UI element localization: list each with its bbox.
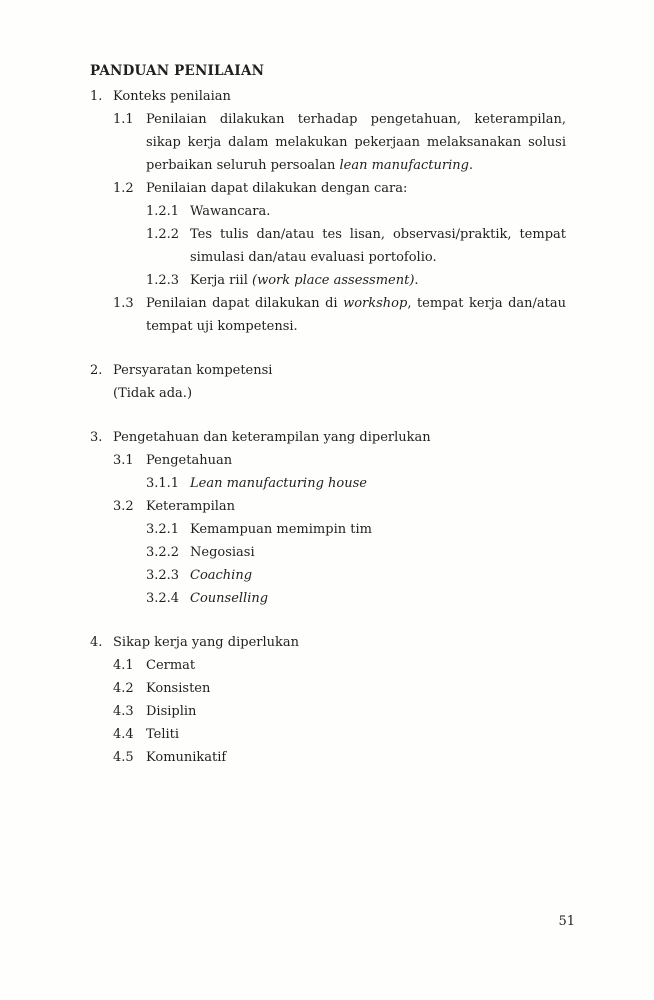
item-3-1	[113, 449, 566, 472]
section-number: 4.	[90, 635, 103, 650]
item-4-5	[113, 746, 566, 769]
item-number: 1.2.3	[146, 273, 180, 288]
item-text: Negosiasi	[190, 545, 255, 560]
item-text: Tes tulis dan/atau tes lisan, observasi/praktik, tempat simulasi dan/atau evaluasi portofolio.	[190, 227, 566, 265]
item-1-2-2	[146, 223, 566, 269]
section-3	[90, 426, 566, 610]
section-heading: Konteks penilaian	[113, 89, 231, 104]
section-2-heading-row	[90, 359, 566, 382]
item-4-1	[113, 654, 566, 677]
italic-text-run: Lean manufacturing house	[190, 476, 367, 491]
item-number: 1.2.1	[146, 204, 180, 219]
document-content	[90, 60, 566, 769]
item-number: 3.1.1	[146, 476, 180, 491]
item-number: 1.1	[113, 112, 134, 127]
item-3-2-3	[146, 564, 566, 587]
item-text: Konsisten	[146, 681, 211, 696]
item-1-2-3	[146, 269, 566, 292]
item-1-2-1	[146, 200, 566, 223]
item-3-1-1	[146, 472, 566, 495]
section-number: 1.	[90, 89, 103, 104]
italic-text-run: (work place assessment)	[252, 273, 415, 288]
item-number: 3.2	[113, 499, 134, 514]
section-number: 3.	[90, 430, 103, 445]
item-text	[190, 472, 566, 495]
item-text: Pengetahuan	[146, 453, 233, 468]
section-number: 2.	[90, 363, 103, 378]
text-run: , tempat kerja dan/atau tempat uji kompetensi.	[146, 296, 566, 334]
item-1-3	[113, 292, 566, 338]
item-text: Komunikatif	[146, 750, 227, 765]
item-number: 3.2.1	[146, 522, 180, 537]
text-run: Penilaian dapat dilakukan di	[146, 296, 344, 311]
item-1-1	[113, 108, 566, 177]
item-number: 4.3	[113, 704, 134, 719]
item-1-2	[113, 177, 566, 200]
item-text: Teliti	[146, 727, 180, 742]
item-number: 3.1	[113, 453, 134, 468]
item-3-2-1	[146, 518, 566, 541]
section-3-heading-row	[90, 426, 566, 449]
section-heading: Sikap kerja yang diperlukan	[113, 635, 300, 650]
item-number: 4.4	[113, 727, 134, 742]
section-heading: Persyaratan kompetensi	[113, 363, 273, 378]
item-number: 4.1	[113, 658, 134, 673]
item-number: 3.2.3	[146, 568, 180, 583]
text-run: .	[414, 273, 419, 288]
item-number: 4.2	[113, 681, 134, 696]
item-text	[190, 564, 566, 587]
item-text: Kemampuan memimpin tim	[190, 522, 372, 537]
page-title: PANDUAN PENILAIAN	[90, 63, 265, 79]
item-number: 3.2.2	[146, 545, 180, 560]
text-run: Kerja riil	[190, 273, 253, 288]
italic-text-run: Coaching	[190, 568, 253, 583]
item-text	[190, 587, 566, 610]
item-number: 1.3	[113, 296, 134, 311]
item-text	[146, 292, 566, 338]
item-text	[190, 269, 566, 292]
item-3-2-2	[146, 541, 566, 564]
section-heading: Pengetahuan dan keterampilan yang diperlukan	[113, 430, 431, 445]
section-1	[90, 85, 566, 338]
section-4-heading-row	[90, 631, 566, 654]
item-3-2-4	[146, 587, 566, 610]
item-text: Cermat	[146, 658, 196, 673]
section-2	[90, 359, 566, 405]
item-text: Disiplin	[146, 704, 197, 719]
italic-text-run: workshop	[343, 296, 408, 311]
item-4-3	[113, 700, 566, 723]
item-text	[146, 108, 566, 177]
item-number: 1.2	[113, 181, 134, 196]
section-4	[90, 631, 566, 769]
item-number: 3.2.4	[146, 591, 180, 606]
section-1-heading-row	[90, 85, 566, 108]
item-number: 1.2.2	[146, 227, 180, 242]
item-4-2	[113, 677, 566, 700]
italic-text-run: Counselling	[190, 591, 269, 606]
item-text: Keterampilan	[146, 499, 236, 514]
text-run: .	[468, 158, 474, 173]
item-text: Penilaian dapat dilakukan dengan cara:	[146, 181, 408, 196]
item-4-4	[113, 723, 566, 746]
italic-text-run: lean manufacturing	[339, 158, 469, 173]
item-text: Wawancara.	[190, 204, 271, 219]
item-3-2	[113, 495, 566, 518]
item-number: 4.5	[113, 750, 134, 765]
text-run: Penilaian dilakukan terhadap pengetahuan, keterampilan, sikap kerja dalam melakukan pekerjaan melaksanakan solusi perbaikan seluruh persoalan	[146, 112, 566, 173]
section-2-note: (Tidak ada.)	[113, 386, 193, 401]
page-number: 51	[558, 914, 575, 929]
